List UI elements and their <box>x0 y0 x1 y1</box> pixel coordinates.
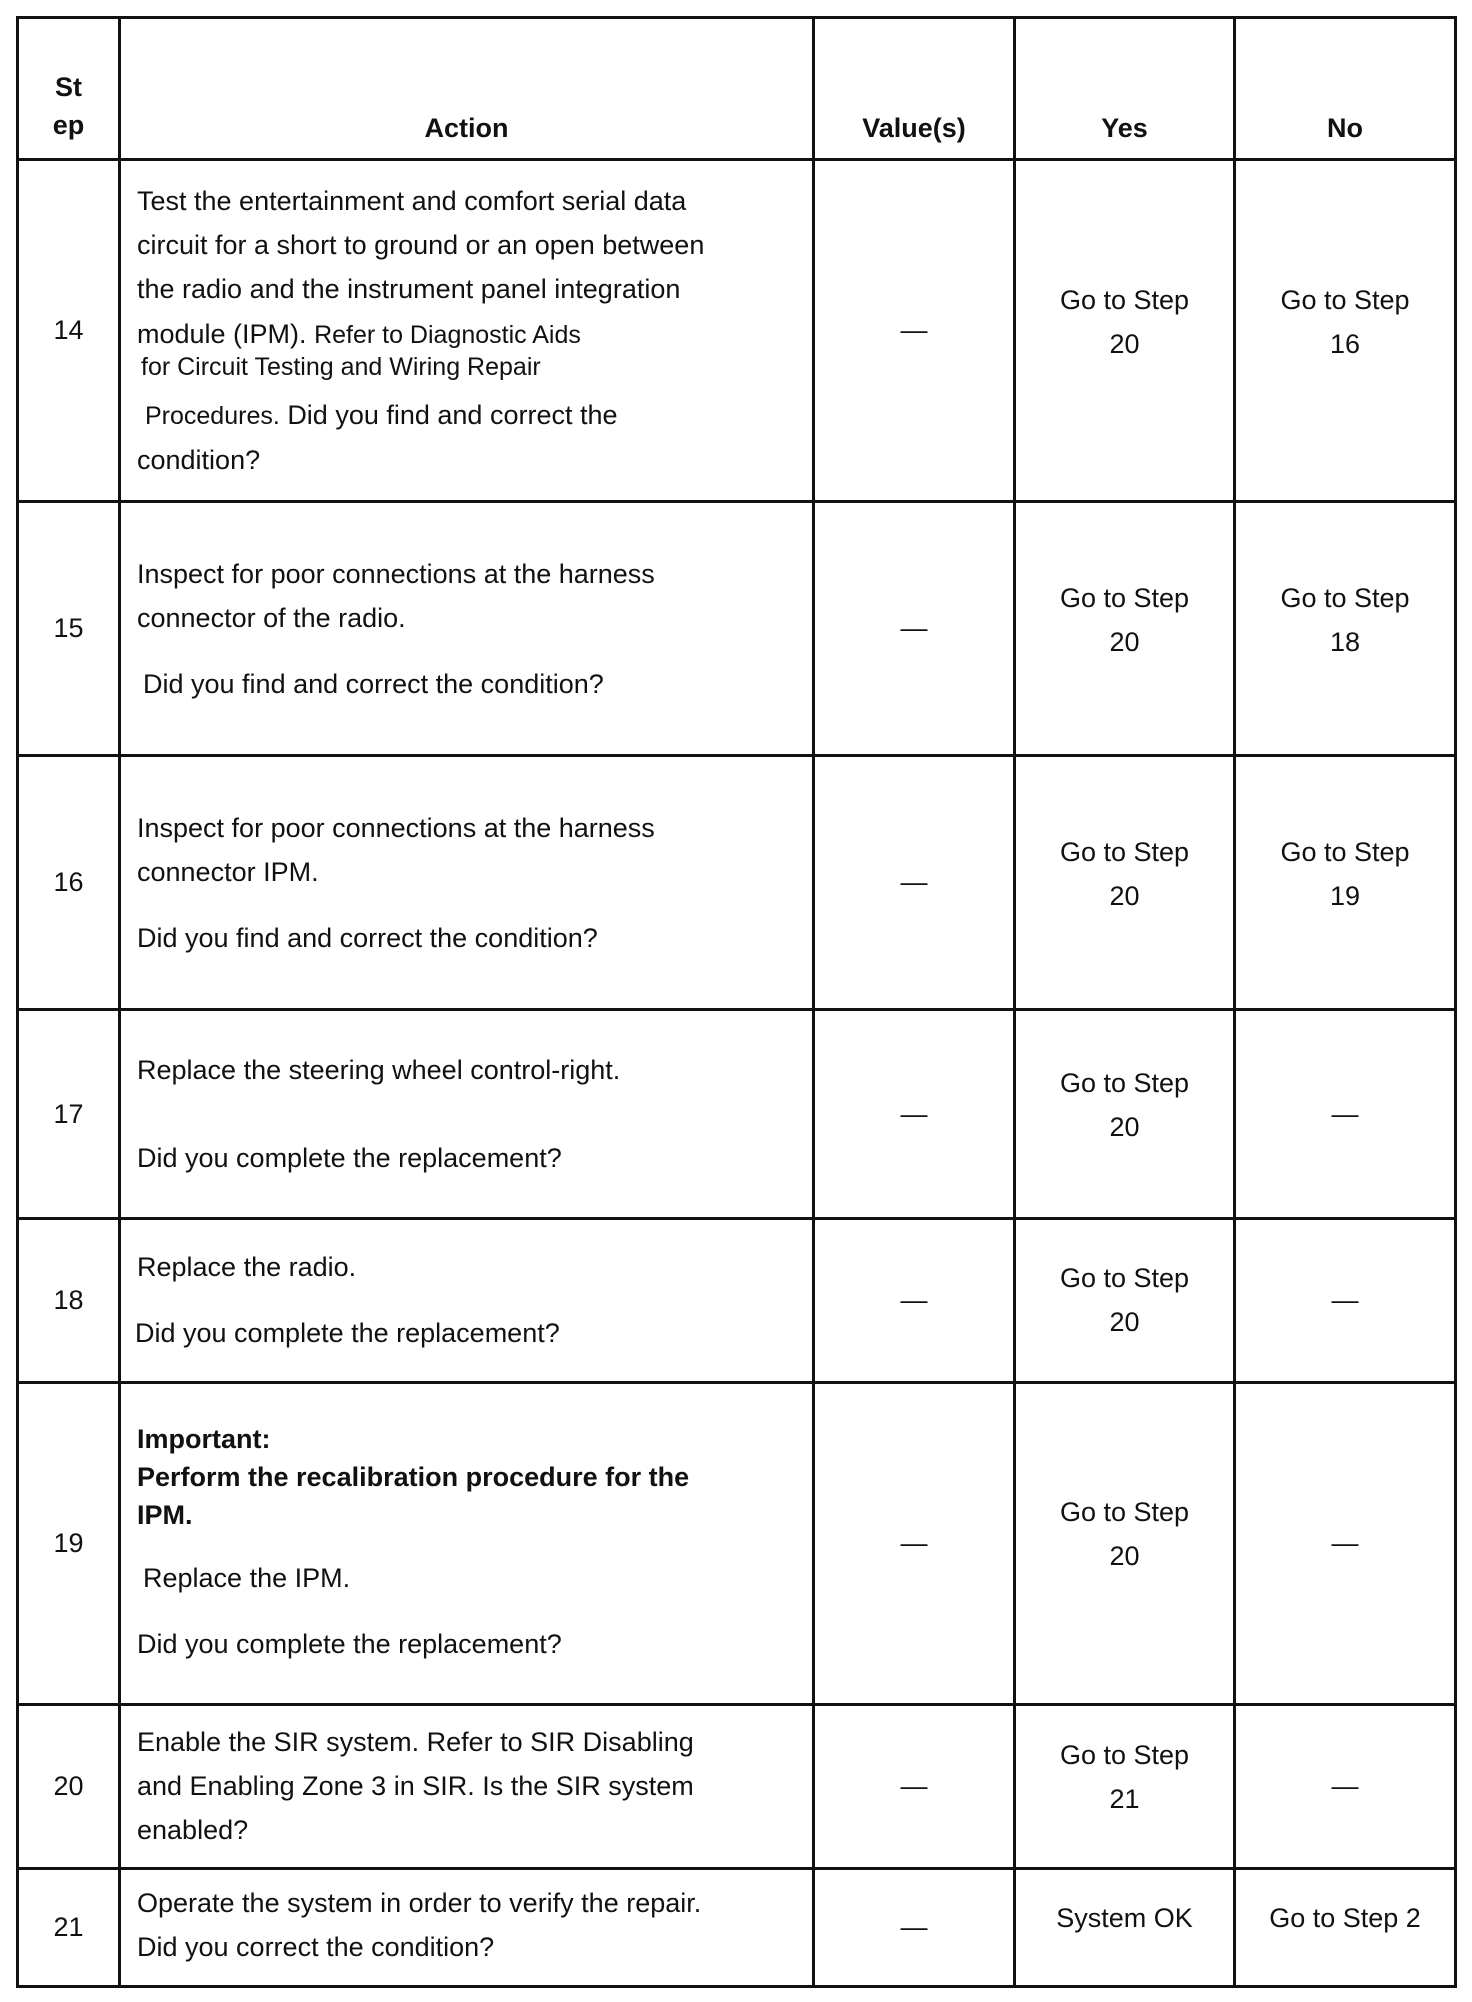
value-cell: — <box>814 1010 1015 1218</box>
table-row-step-20 <box>18 1704 1456 1868</box>
important-label: Important: <box>137 1424 271 1455</box>
values-column-header: Value(s) <box>814 18 1015 160</box>
diagnostic-procedure-table <box>16 16 1457 1988</box>
action-cell: Test the entertainment and comfort serial data circuit for a short to ground or an open between the radio and the instrument panel integration module (IPM). Refer to Diagnostic Aids for Circuit Testing and Wiring Repair Procedures. Did you find and correct the condition? <box>120 160 814 502</box>
yes-cell: Go to Step 21 <box>1015 1704 1235 1868</box>
value-cell: — <box>814 1382 1015 1704</box>
yes-cell: Go to Step 20 <box>1015 160 1235 502</box>
step-number: 18 <box>18 1218 120 1382</box>
step-number: 16 <box>18 756 120 1010</box>
value-cell: — <box>814 1704 1015 1868</box>
yes-cell: Go to Step 20 <box>1015 1010 1235 1218</box>
no-cell: Go to Step 18 <box>1235 502 1456 756</box>
action-cell: Replace the steering wheel control-right. Did you complete the replacement? <box>120 1010 814 1218</box>
no-cell: Go to Step 2 <box>1235 1868 1456 1986</box>
yes-cell: Go to Step 20 <box>1015 756 1235 1010</box>
action-column-header: Action <box>120 18 814 160</box>
action-cell: Important: Perform the recalibration procedure for the IPM. Replace the IPM. Did you complete the replacement? <box>120 1382 814 1704</box>
value-cell: — <box>814 160 1015 502</box>
yes-column-header: Yes <box>1015 18 1235 160</box>
table-row-step-14 <box>18 160 1456 502</box>
yes-cell: Go to Step 20 <box>1015 1382 1235 1704</box>
table-row-step-18 <box>18 1218 1456 1382</box>
no-cell: Go to Step 16 <box>1235 160 1456 502</box>
step-number: 17 <box>18 1010 120 1218</box>
step-number: 14 <box>18 160 120 502</box>
step-number: 15 <box>18 502 120 756</box>
step-number: 21 <box>18 1868 120 1986</box>
action-cell: Inspect for poor connections at the harness connector IPM. Did you find and correct the condition? <box>120 756 814 1010</box>
table-row-step-17 <box>18 1010 1456 1218</box>
no-cell: — <box>1235 1704 1456 1868</box>
value-cell: — <box>814 756 1015 1010</box>
table-row-step-16 <box>18 756 1456 1010</box>
step-number: 19 <box>18 1382 120 1704</box>
value-cell: — <box>814 1868 1015 1986</box>
action-cell: Inspect for poor connections at the harness connector of the radio. Did you find and correct the condition? <box>120 502 814 756</box>
no-cell: — <box>1235 1382 1456 1704</box>
no-column-header: No <box>1235 18 1456 160</box>
no-cell: — <box>1235 1218 1456 1382</box>
yes-cell: System OK <box>1015 1868 1235 1986</box>
table-row-step-19 <box>18 1382 1456 1704</box>
table-row-step-15 <box>18 502 1456 756</box>
value-cell: — <box>814 1218 1015 1382</box>
step-number: 20 <box>18 1704 120 1868</box>
action-cell: Operate the system in order to verify the repair. Did you correct the condition? <box>120 1868 814 1986</box>
yes-cell: Go to Step 20 <box>1015 1218 1235 1382</box>
step-column-header: St ep <box>18 18 120 160</box>
table-row-step-21 <box>18 1868 1456 1986</box>
no-cell: Go to Step 19 <box>1235 756 1456 1010</box>
no-cell: — <box>1235 1010 1456 1218</box>
action-cell: Enable the SIR system. Refer to SIR Disabling and Enabling Zone 3 in SIR. Is the SIR system enabled? <box>120 1704 814 1868</box>
header-row <box>18 18 1456 160</box>
action-cell: Replace the radio. Did you complete the replacement? <box>120 1218 814 1382</box>
yes-cell: Go to Step 20 <box>1015 502 1235 756</box>
value-cell: — <box>814 502 1015 756</box>
